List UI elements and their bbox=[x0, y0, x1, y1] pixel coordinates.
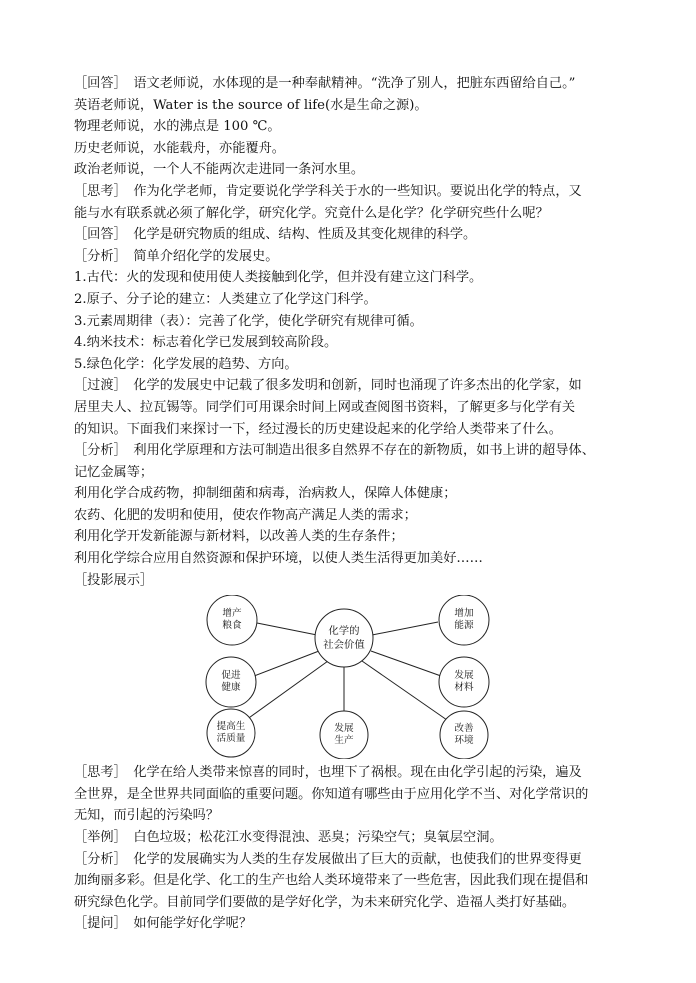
text-line: 2.原子、分子论的建立：人类建立了化学这门科学。 bbox=[74, 291, 377, 307]
node-label-line: 发展 bbox=[454, 670, 474, 682]
text-line: ［过渡］ 化学的发展史中记载了很多发明和创新，同时也涌现了许多杰出的化学家，如 bbox=[74, 378, 582, 394]
text-line: 农药、化肥的发明和使用，使农作物高产满足人类的需求； bbox=[74, 507, 417, 523]
text-line: 能与水有联系就必须了解化学，研究化学。究竟什么是化学？化学研究些什么呢？ bbox=[74, 205, 549, 221]
node-label-bot-right bbox=[444, 723, 484, 747]
text-line: 利用化学合成药物，抑制细菌和病毒，治病救人，保障人体健康； bbox=[74, 486, 457, 502]
node-label-line: 增加 bbox=[454, 608, 474, 620]
node-label-top-left bbox=[212, 608, 252, 632]
node-label-line: 活质量 bbox=[216, 733, 246, 745]
text-line: 3.元素周期律（表）：完善了化学，使化学研究有规律可循。 bbox=[74, 313, 423, 329]
node-label-line: 增产 bbox=[222, 608, 242, 620]
text-line: 5.绿色化学：化学发展的趋势、方向。 bbox=[74, 356, 298, 372]
node-label-bot-left bbox=[211, 721, 251, 745]
center-label-line: 化学的 bbox=[328, 625, 360, 638]
text-block-top bbox=[74, 73, 634, 591]
text-line: 历史老师说，水能载舟，亦能覆舟。 bbox=[74, 140, 285, 156]
text-line: 无知，而引起的污染吗？ bbox=[74, 808, 220, 824]
spoke-line bbox=[254, 651, 319, 676]
text-line: ［思考］ 作为化学老师，肯定要说化学学科关于水的一些知识。要说出化学的特点，又 bbox=[74, 183, 582, 199]
text-line: ［分析］ 利用化学原理和方法可制造出很多自然界不存在的新物质，如书上讲的超导体、 bbox=[74, 443, 595, 459]
node-label-mid-left bbox=[211, 670, 251, 694]
node-label-line: 材料 bbox=[454, 682, 474, 694]
node-label-line: 生产 bbox=[334, 735, 354, 747]
text-line: ［分析］ 化学的发展确实为人类的生存发展做出了巨大的贡献，也使我们的世界变得更 bbox=[74, 851, 582, 867]
spoke-line bbox=[246, 661, 328, 720]
node-label-line: 健康 bbox=[221, 682, 241, 694]
node-label-line: 提高生 bbox=[216, 721, 246, 733]
text-line: 物理老师说，水的沸点是 100 ℃。 bbox=[74, 119, 281, 135]
text-line: 全世界，是全世界共同面临的重要问题。你知道有哪些由于应用化学不当、对化学常识的 bbox=[74, 786, 589, 802]
center-node-label bbox=[316, 624, 372, 652]
social-value-diagram bbox=[74, 595, 634, 759]
spoke-line bbox=[372, 622, 438, 635]
center-label-line: 社会价值 bbox=[323, 639, 365, 652]
text-line: 英语老师说，Water is the source of life(水是生命之源)。 bbox=[74, 97, 428, 113]
node-label-mid-right bbox=[444, 670, 484, 694]
text-line: ［回答］ 语文老师说，水体现的是一种奉献精神。“洗净了别人，把脏东西留给自己。” bbox=[74, 76, 576, 91]
node-label-top-right bbox=[444, 608, 484, 632]
spoke-line bbox=[257, 623, 317, 635]
text-line: 加绚丽多彩。但是化学、化工的生产也给人类环境带来了一些危害，因此我们现在提倡和 bbox=[74, 873, 589, 889]
text-line: 政治老师说，一个人不能两次走进同一条河水里。 bbox=[74, 162, 365, 178]
text-line: 记忆金属等； bbox=[74, 464, 154, 480]
text-line: 4.纳米技术：标志着化学已发展到较高阶段。 bbox=[74, 335, 338, 351]
text-line: 1.古代：火的发现和使用使人类接触到化学，但并没有建立这门科学。 bbox=[74, 270, 483, 286]
spoke-line bbox=[371, 651, 441, 676]
text-block-bottom bbox=[74, 762, 634, 935]
text-line: ［思考］ 化学在给人类带来惊喜的同时，也埋下了祸根。现在由化学引起的污染，遍及 bbox=[74, 765, 582, 781]
text-line: 利用化学开发新能源与新材料，以改善人类的生存条件； bbox=[74, 529, 404, 545]
text-line: 研究绿色化学。目前同学们要做的是学好化学，为未来研究化学、造福人类打好基础。 bbox=[74, 894, 576, 910]
text-line: 利用化学综合应用自然资源和保护环境，以使人类生活得更加美好…… bbox=[74, 551, 483, 567]
text-line: ［投影展示］ bbox=[74, 572, 154, 588]
text-line: ［举例］ 白色垃圾；松花江水变得混浊、恶臭；污染空气；臭氧层空洞。 bbox=[74, 830, 503, 846]
node-label-bot-mid bbox=[324, 723, 364, 747]
spoke-line bbox=[362, 661, 447, 720]
node-label-line: 环境 bbox=[454, 735, 474, 747]
text-line: 的知识。下面我们来探讨一下，经过漫长的历史建设起来的化学给人类带来了什么。 bbox=[74, 421, 562, 437]
text-line: ［提问］ 如何能学好化学呢？ bbox=[74, 916, 253, 932]
node-label-line: 改善 bbox=[454, 723, 474, 735]
text-line: ［分析］ 简单介绍化学的发展史。 bbox=[74, 248, 279, 264]
node-label-line: 能源 bbox=[454, 620, 474, 632]
text-line: ［回答］ 化学是研究物质的组成、结构、性质及其变化规律的科学。 bbox=[74, 227, 477, 243]
node-label-line: 粮食 bbox=[222, 620, 242, 632]
node-label-line: 发展 bbox=[334, 723, 354, 735]
node-label-line: 促进 bbox=[221, 670, 241, 682]
document-page bbox=[74, 73, 634, 935]
text-line: 居里夫人、拉瓦锡等。同学们可用课余时间上网或查阅图书资料，了解更多与化学有关 bbox=[74, 399, 576, 415]
